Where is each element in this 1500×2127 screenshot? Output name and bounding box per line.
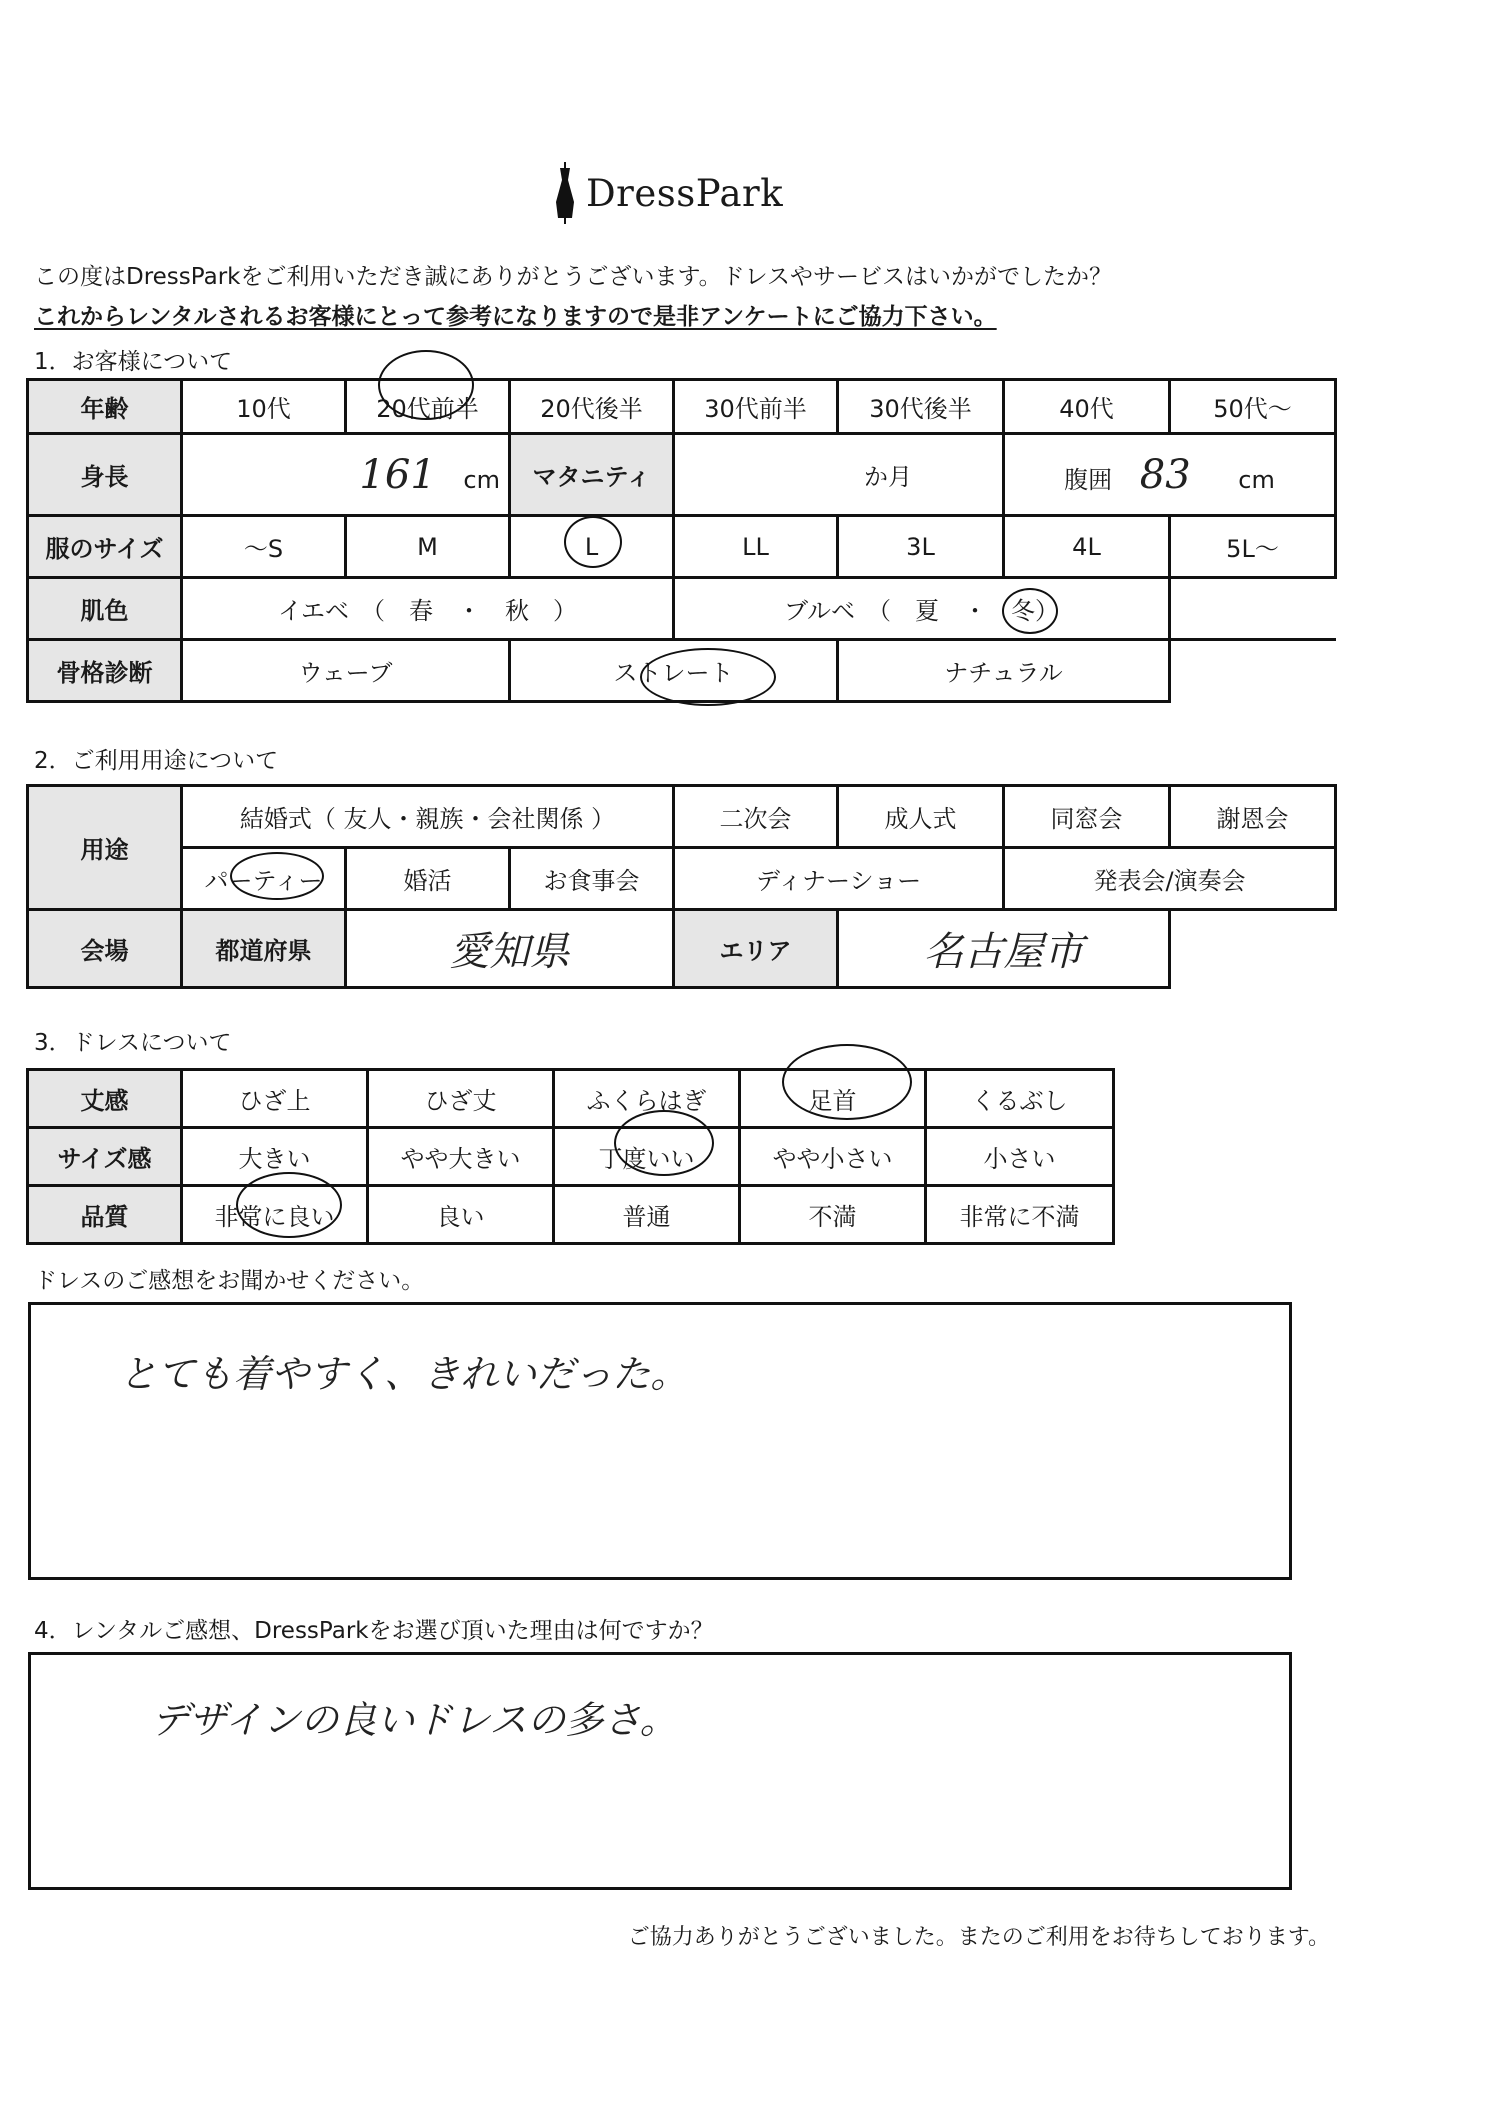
age-option: 20代後半 [510, 380, 674, 434]
size-option: M [346, 516, 510, 578]
brand-name: DressPark [586, 171, 784, 215]
skin-blue-suffix: ） [1035, 597, 1060, 625]
purpose-option: 同窓会 [1004, 786, 1170, 848]
age-option: 10代 [182, 380, 346, 434]
dress-comment-prompt: ドレスのご感想をお聞かせください。 [34, 1268, 425, 1294]
quality-option: 普通 [554, 1186, 740, 1244]
dress-icon [552, 162, 578, 224]
purpose-table [26, 784, 1337, 989]
age-label: 年齢 [28, 380, 182, 434]
height-label: 身長 [28, 434, 182, 516]
dress-table [26, 1068, 1115, 1245]
purpose-option: お食事会 [510, 848, 674, 910]
purpose-option: 二次会 [674, 786, 838, 848]
purpose-option: 謝恩会 [1170, 786, 1336, 848]
reason-comment-text: デザインの良いドレスの多さ。 [151, 1698, 678, 1742]
selection-circle [640, 648, 776, 706]
skin-blue-prefix: ブルベ （ 夏 ・ [783, 597, 1012, 625]
skin-label: 肌色 [28, 578, 182, 640]
quality-option: 良い [368, 1186, 554, 1244]
size-option: ～S [182, 516, 346, 578]
venue-label: 会場 [28, 910, 182, 988]
size-option: LL [674, 516, 838, 578]
prefecture-value: 愛知県 [346, 910, 674, 988]
quality-option: 不満 [740, 1186, 926, 1244]
skin-blue-winter-selected: 冬 [1011, 597, 1036, 625]
section4-title: 4．レンタルご感想、DressParkをお選び頂いた理由は何ですか？ [34, 1618, 714, 1644]
waist-unit: cm [1238, 465, 1275, 494]
footer-text: ご協力ありがとうございました。またのご利用をお待ちしております。 [627, 1925, 1330, 1950]
size-option: 3L [838, 516, 1004, 578]
frame-option: ナチュラル [838, 640, 1170, 702]
frame-label: 骨格診断 [28, 640, 182, 702]
length-option: ふくらはぎ [554, 1070, 740, 1128]
size-option-selected: L [510, 516, 674, 578]
size-option: 4L [1004, 516, 1170, 578]
dress-comment-box [28, 1302, 1292, 1580]
age-option: 50代～ [1170, 380, 1336, 434]
maternity-months: か月 [674, 434, 1004, 516]
height-unit: cm [463, 465, 500, 494]
fit-option: 大きい [182, 1128, 368, 1186]
purpose-option: 発表会/演奏会 [1004, 848, 1336, 910]
length-option-selected: 足首 [740, 1070, 926, 1128]
age-option: 40代 [1004, 380, 1170, 434]
purpose-option: 成人式 [838, 786, 1004, 848]
selection-circle [782, 1044, 912, 1120]
area-label: エリア [674, 910, 838, 988]
fit-option: 小さい [926, 1128, 1114, 1186]
selection-circle [378, 350, 474, 420]
selection-circle [236, 1172, 342, 1238]
request-text: これからレンタルされるお客様にとって参考になりますので是非アンケートにご協力下さい。 [34, 304, 997, 330]
frame-option-selected: ストレート [510, 640, 838, 702]
area-value: 名古屋市 [838, 910, 1170, 988]
purpose-option: 婚活 [346, 848, 510, 910]
age-option: 30代後半 [838, 380, 1004, 434]
size-label: 服のサイズ [28, 516, 182, 578]
length-label: 丈感 [28, 1070, 182, 1128]
reason-comment-box [28, 1652, 1292, 1890]
purpose-option-selected: パーティー [182, 848, 346, 910]
quality-option-selected: 非常に良い [182, 1186, 368, 1244]
dress-comment-text: とても着やすく、きれいだった。 [119, 1352, 689, 1396]
selection-circle [614, 1110, 714, 1176]
age-option: 30代前半 [674, 380, 838, 434]
selection-circle [230, 852, 324, 900]
fit-option: やや大きい [368, 1128, 554, 1186]
prefecture-label: 都道府県 [182, 910, 346, 988]
size-option: 5L～ [1170, 516, 1336, 578]
age-option-selected: 20代前半 [346, 380, 510, 434]
intro-text: この度はDressParkをご利用いただき誠にありがとうございます。ドレスやサービスはいかがでしたか？ [34, 264, 1112, 290]
fit-option-selected: 丁度いい [554, 1128, 740, 1186]
quality-label: 品質 [28, 1186, 182, 1244]
fit-option: やや小さい [740, 1128, 926, 1186]
length-option: ひざ上 [182, 1070, 368, 1128]
purpose-option: ディナーショー [674, 848, 1004, 910]
maternity-label: マタニティ [510, 434, 674, 516]
quality-option: 非常に不満 [926, 1186, 1114, 1244]
height-cell [182, 434, 510, 516]
fit-label: サイズ感 [28, 1128, 182, 1186]
section2-title: 2．ご利用用途について [34, 748, 279, 774]
section1-title: 1．お客様について [34, 349, 233, 375]
frame-option: ウェーブ [182, 640, 510, 702]
waist-value: 83 [1139, 451, 1191, 498]
skin-yellow: イエベ （ 春 ・ 秋 ） [182, 578, 674, 640]
purpose-label: 用途 [28, 786, 182, 910]
height-value: 161 [359, 451, 436, 498]
section3-title: 3．ドレスについて [34, 1030, 232, 1056]
waist-label: 腹囲 [1064, 465, 1113, 494]
brand-logo [552, 160, 812, 226]
length-option: くるぶし [926, 1070, 1114, 1128]
skin-blue [674, 578, 1170, 640]
waist-cell [1004, 434, 1336, 516]
selection-circle [564, 516, 622, 568]
purpose-option: 結婚式（ 友人・親族・会社関係 ） [182, 786, 674, 848]
length-option: ひざ丈 [368, 1070, 554, 1128]
selection-circle [1002, 588, 1058, 634]
